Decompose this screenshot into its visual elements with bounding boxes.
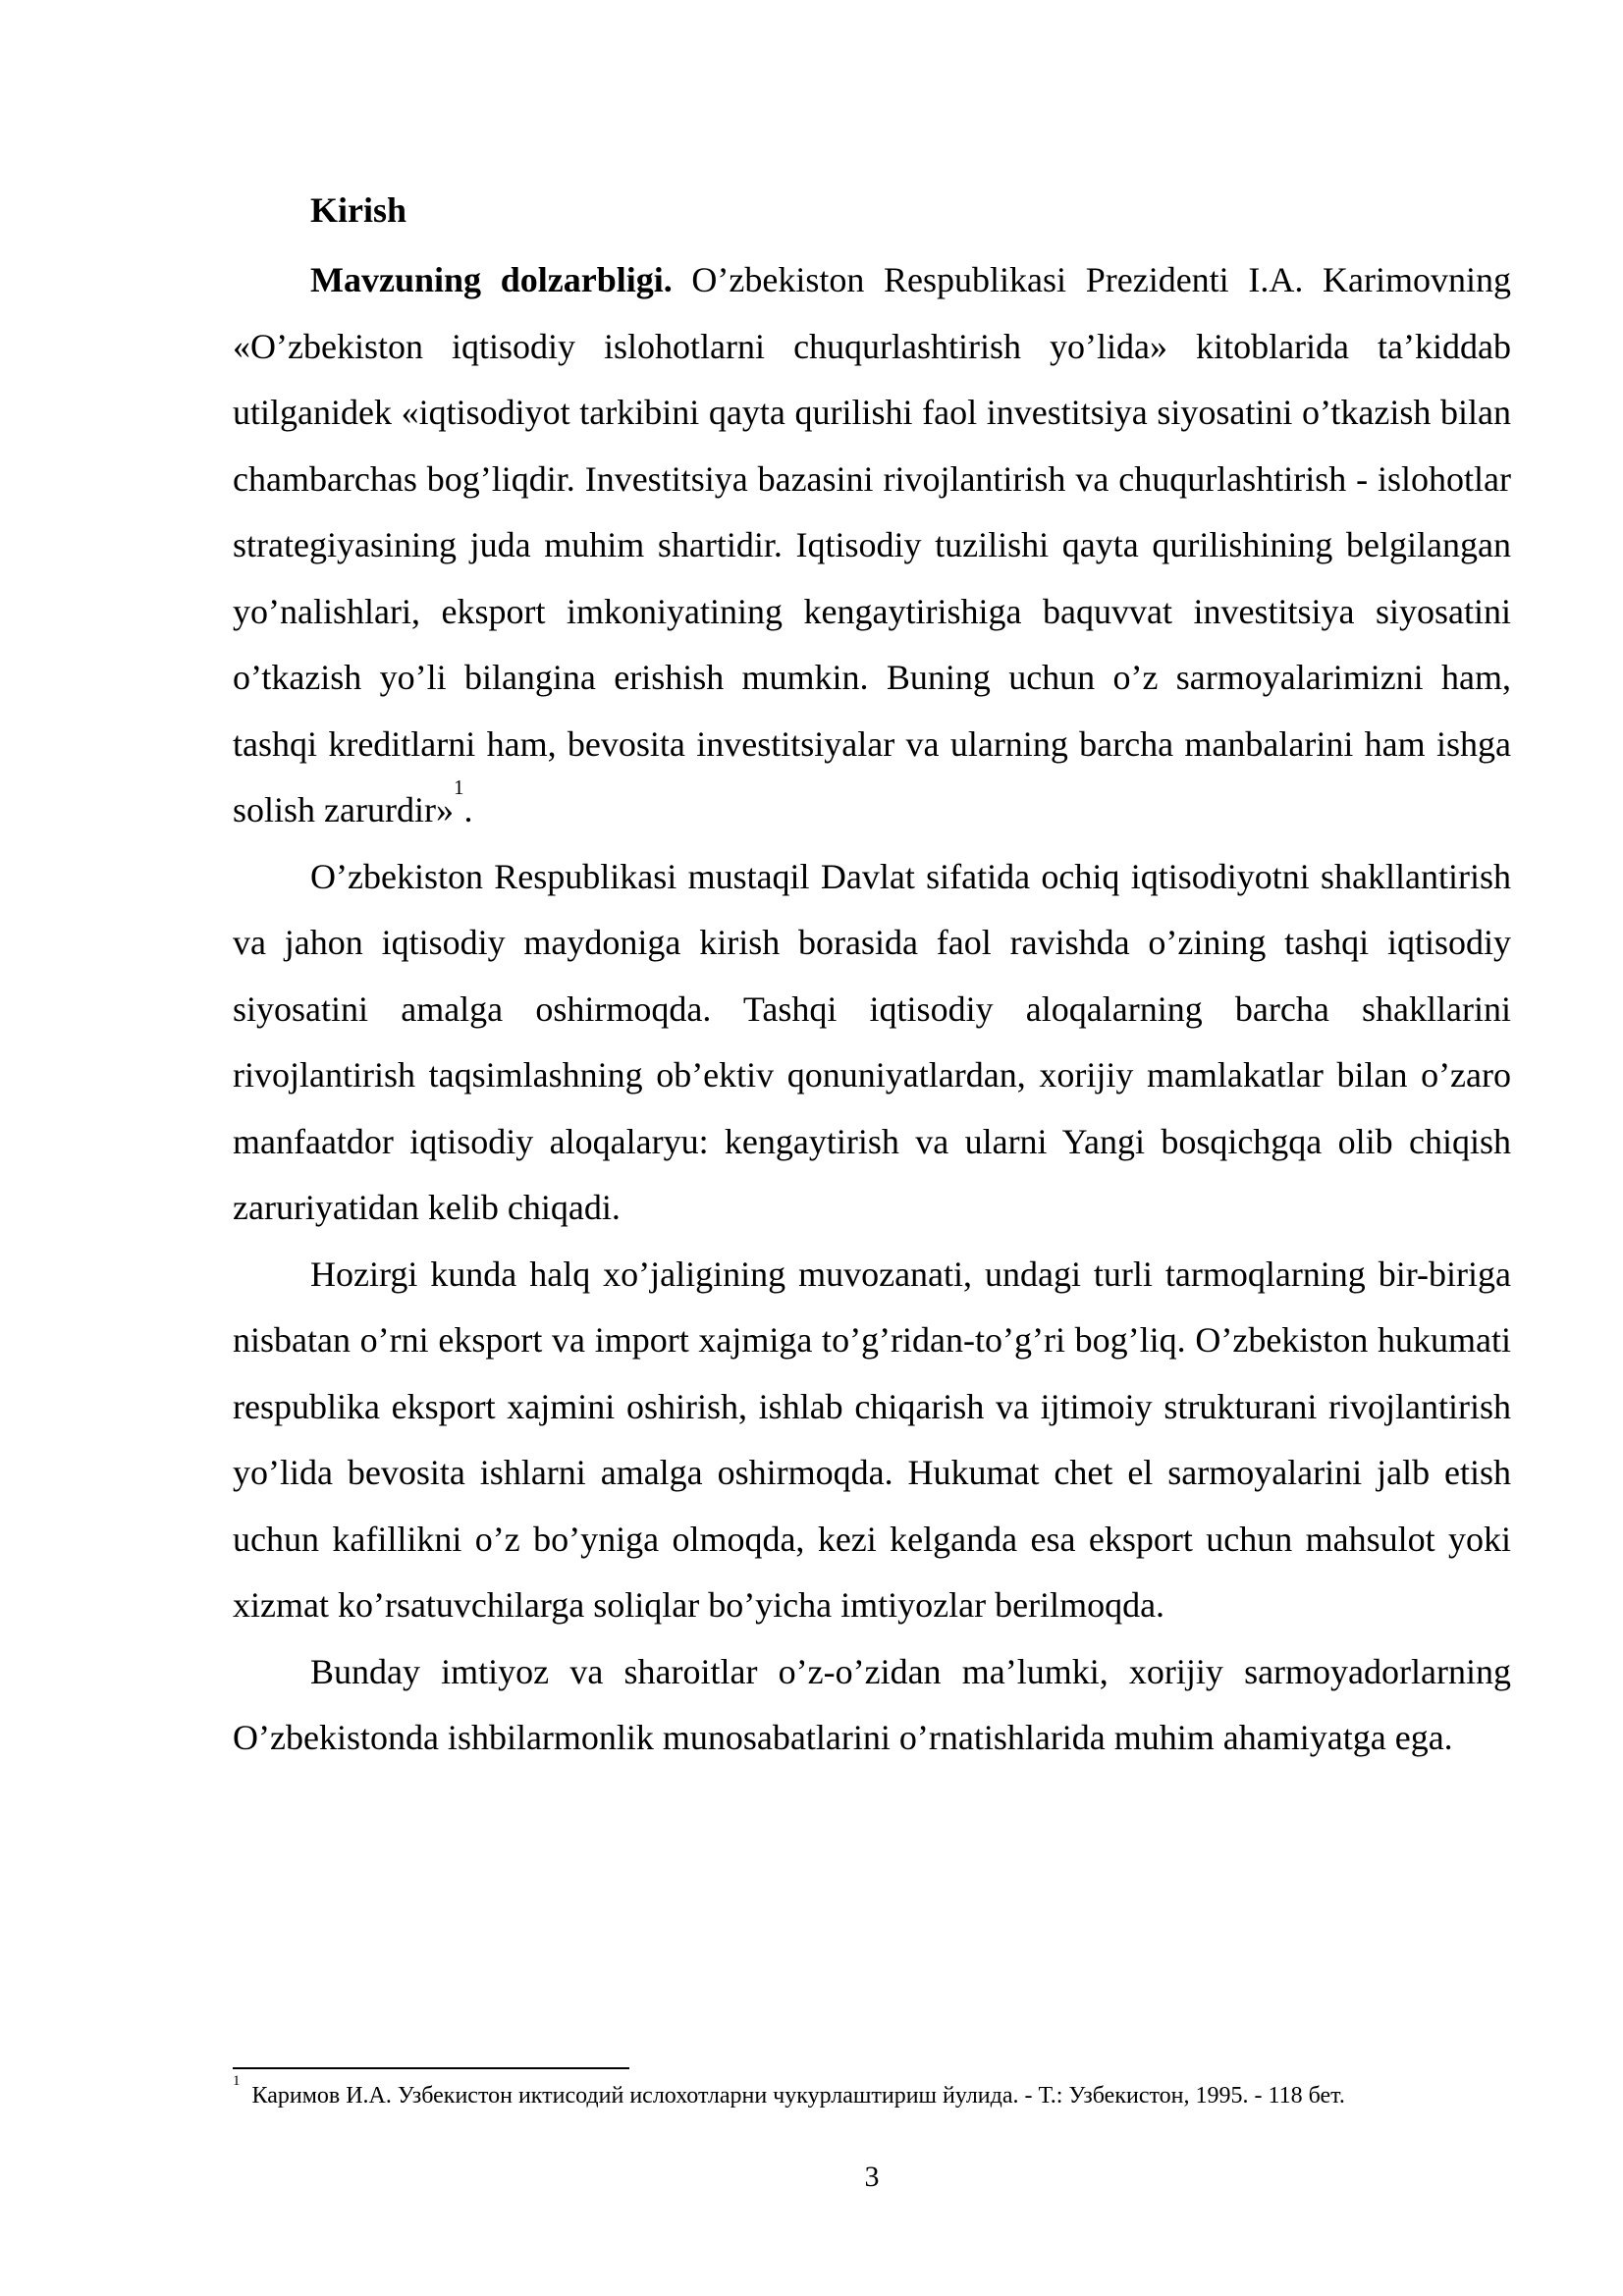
footnote-reference[interactable]: 1 <box>453 775 464 799</box>
paragraph-lead: Mavzuning dolzarbligi. <box>310 260 673 299</box>
paragraph-foreign-policy: O’zbekiston Respublikasi mustaqil Davlat sifatida ochiq iqtisodiyotni shakllantirish va jahon iqtisodiy maydoniga kirish borasida faol ravishda o’zining tashqi iqtisodiy siyosatini amalga oshirmoqda. Tashqi iqtisodiy aloqalarning barcha shakllarini rivojlantirish taqsimlashning ob’ektiv qonuniyatlardan, xorijiy mamlakatlar bilan o’zaro manfaatdor iqtisodiy aloqalaryu: kengaytirish va ularni Yangi bosqichgqa olib chiqish zaruriyatidan kelib chiqadi. <box>233 856 1511 1227</box>
paragraph-text: O’zbekiston Respublikasi Prezidenti I.A. Karimovning «O’zbekiston iqtisodiy islohotlarni chuqurlashtirish yo’lida» kitoblarida ta’kiddab utilganidek «iqtisodiyot tarkibini qayta qurilishi faol investitsiya siyosatini o’tkazish bilan chambarchas bog’liqdir. Investitsiya bazasini rivojlantirish va chuqurlashtirish - islohotlar strategiyasining juda muhim shartidir. Iqtisodiy tuzilishi qayta qurilishining belgilangan yo’nalishlari, eksport imkoniyatining kengaytirishiga baquvvat investitsiya siyosatini o’tkazish yo’li bilangina erishish mumkin. Buning uchun o’z sarmoyalarimizni ham, tashqi kreditlarni ham, bevosita investitsiyalar va ularning barcha manbalarini ham ishga solish zarurdir» <box>233 260 1512 829</box>
paragraph-export-import: Hozirgi kunda halq xo’jaligining muvozanati, undagi turli tarmoqlarning bir-biriga nisbatan o’rni eksport va import xajmiga to’g’ridan-to’g’ri bog’liq. O’zbekiston hukumati respublika eksport xajmini oshirish, ishlab chiqarish va ijtimoiy strukturani rivojlantirish yo’lida bevosita ishlarni amalga oshirmoqda. Hukumat chet el sarmoyalarini jalb etish uchun kafillikni o’z bo’yniga olmoqda, kezi kelganda esa eksport uchun mahsulot yoki xizmat ko’rsatuvchilarga soliqlar bo’yicha imtiyozlar berilmoqda. <box>233 1254 1511 1625</box>
body-text <box>233 247 1511 1772</box>
footnote <box>233 2073 1511 2111</box>
footnote-divider <box>233 2067 629 2069</box>
paragraph-investors: Bunday imtiyoz va sharoitlar o’z-o’zidan ma’lumki, xorijiy sarmoyadorlarning O’zbekistonda ishbilarmonlik munosabatlarini o’rnatishlarida muhim ahamiyatga ega. <box>233 1651 1511 1757</box>
paragraph-relevance <box>233 247 1511 844</box>
page-number: 3 <box>864 2161 880 2193</box>
section-heading: Kirish <box>310 190 407 230</box>
footnote-number: 1 <box>233 2073 241 2089</box>
paragraph-end: . <box>463 790 473 829</box>
footnote-text: Каримов И.А. Узбекистон иктисодий ислохотларни чукурлаштириш йулида. - Т.: Узбекистон, 1995. - 118 бет. <box>251 2083 1345 2109</box>
